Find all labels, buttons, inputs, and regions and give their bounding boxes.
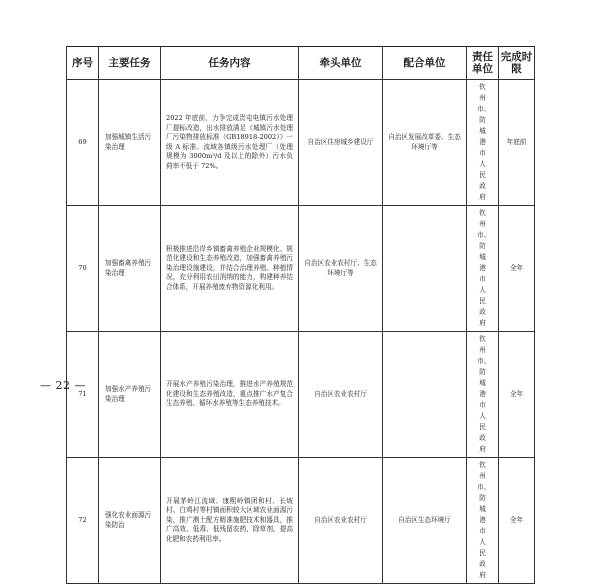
row-lead-unit: 自治区住房城乡建设厅 (299, 80, 383, 206)
row-task: 强化农业面源污染防治 (99, 458, 161, 584)
row-task: 加强水产养殖污染治理 (99, 332, 161, 458)
row-coop-unit: 自治区生态环境厅 (383, 458, 467, 584)
table-row (67, 206, 535, 332)
row-number: 70 (67, 206, 99, 332)
row-number: 71 (67, 332, 99, 458)
header-no: 序号 (67, 47, 99, 80)
page-number: — 22 — (40, 379, 86, 392)
table-header-row (67, 47, 535, 80)
row-responsible-unit: 钦州市、防城港市人民政府 (467, 80, 499, 206)
row-task: 加强畜禽养殖污染治理 (99, 206, 161, 332)
row-responsible-unit: 钦州市、防城港市人民政府 (467, 332, 499, 458)
row-responsible-unit: 钦州市、防城港市人民政府 (467, 458, 499, 584)
row-coop-unit (383, 332, 467, 458)
header-coop: 配合单位 (383, 47, 467, 80)
row-lead-unit: 自治区农业农村厅、生态环境厅等 (299, 206, 383, 332)
header-unit: 责任单位 (467, 47, 499, 80)
row-responsible-unit: 钦州市、防城港市人民政府 (467, 206, 499, 332)
row-deadline: 全年 (499, 206, 535, 332)
row-content: 开展水产养殖污染治理，推进水产养殖规范化建设和生态养殖改造，重点推广水产复合生态养殖、循环水养殖等生态养殖技术。 (161, 332, 299, 458)
row-deadline: 年底前 (499, 80, 535, 206)
row-task: 加强城镇生活污染治理 (99, 80, 161, 206)
row-content: 开展茅岭江流域、康熙岭镇团和村、长坡村、白鸡村等村镇面积较大区域农业面源污染，推广测土配方精准施肥技术和器具，推广高效、低毒、低残留农药，除草剂，提高化肥和农药利用率。 (161, 458, 299, 584)
row-content: 2022 年底前，力争完成贵屯电镇污水处理厂提标改造，出水排放满足《城镇污水处理厂污染物排放标准（GB18918-2002）》一级 A 标准。流域各镇级污水处理厂（处理规模为 3000m³/d 及以上的除外）污水负荷率不低于 72%。 (161, 80, 299, 206)
row-lead-unit: 自治区农业农村厅 (299, 332, 383, 458)
row-coop-unit: 自治区发展改革委、生态环境厅等 (383, 80, 467, 206)
table-row (67, 80, 535, 206)
header-deadline: 完成时限 (499, 47, 535, 80)
table-row (67, 458, 535, 584)
row-content: 积极推进沿岸乡镇畜禽养殖企业规模化、规范化建设和生态养殖改造，加强畜禽养殖污染治理设施建设，并结合治理养殖、种植情况，充分利用农田消纳的能力，构建种养结合体系，开展养殖废弃物资源化利用。 (161, 206, 299, 332)
task-table (66, 46, 535, 584)
row-number: 69 (67, 80, 99, 206)
row-deadline: 全年 (499, 332, 535, 458)
row-lead-unit: 自治区农业农村厅 (299, 458, 383, 584)
header-lead: 牵头单位 (299, 47, 383, 80)
header-task: 主要任务 (99, 47, 161, 80)
header-content: 任务内容 (161, 47, 299, 80)
row-number: 72 (67, 458, 99, 584)
table-row (67, 332, 535, 458)
row-coop-unit (383, 206, 467, 332)
row-deadline: 全年 (499, 458, 535, 584)
